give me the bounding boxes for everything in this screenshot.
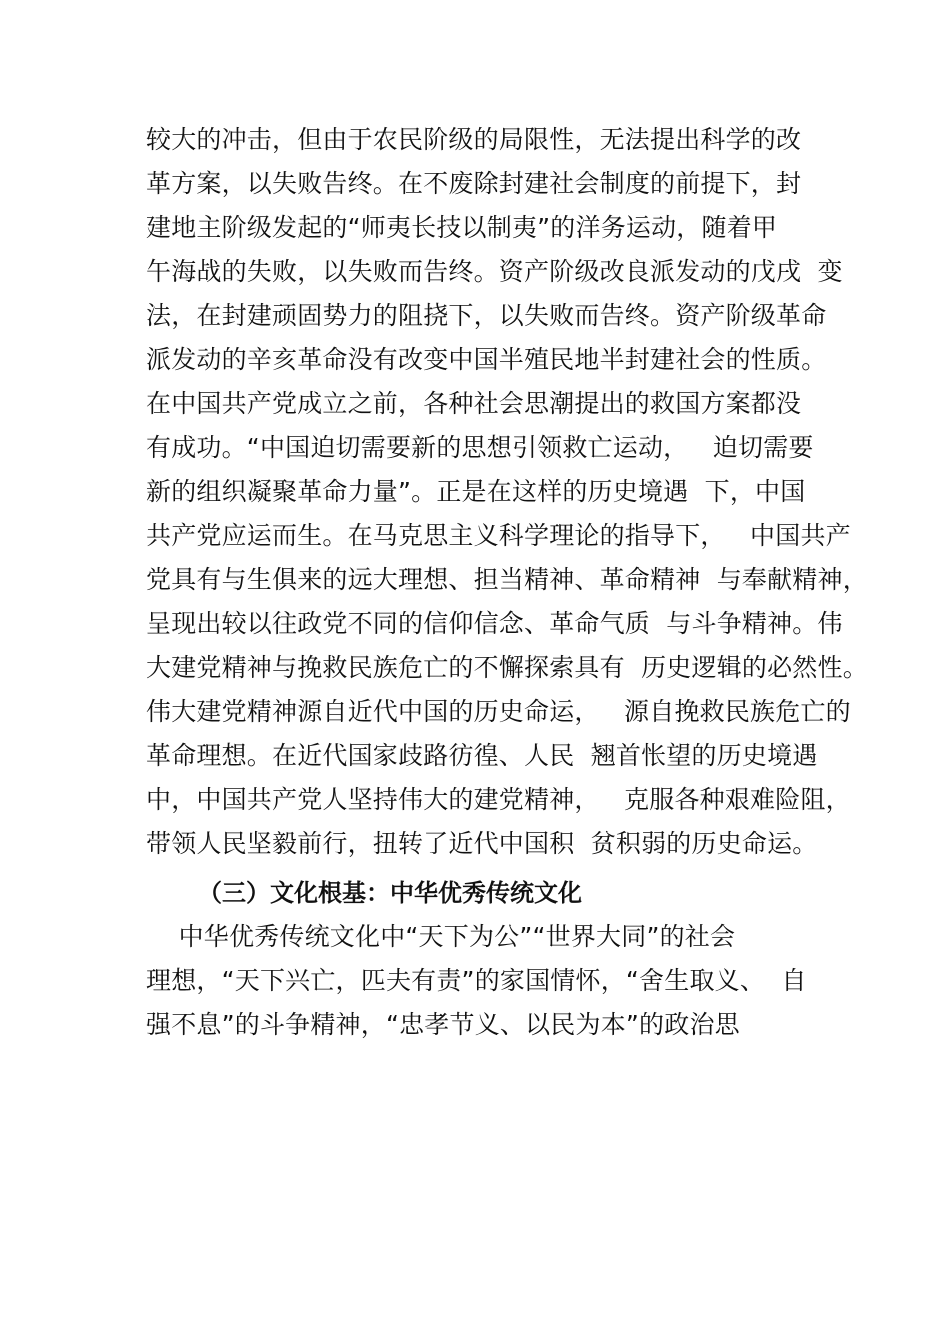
body-text-line: 较大的冲击，但由于农民阶级的局限性，无法提出科学的改	[146, 125, 802, 154]
body-text-line: 派发动的辛亥革命没有改变中国半殖民地半封建社会的性质。	[146, 345, 827, 374]
body-text-line: 法，在封建顽固势力的阻挠下，以失败而告终。资产阶级革命	[146, 301, 827, 330]
body-text-line: 理想，“天下兴亡，匹夫有责”的家国情怀，“舍生取义、 自	[146, 966, 807, 995]
body-text-line: 中，中国共产党人坚持伟大的建党精神， 克服各种艰难险阻，	[146, 785, 851, 814]
body-text-line: 呈现出较以往政党不同的信仰信念、革命气质 与斗争精神。伟	[146, 609, 843, 638]
section-heading: （三）文化根基：中华优秀传统文化	[198, 879, 582, 907]
body-text-line: 新的组织凝聚革命力量”。正是在这样的历史境遇 下，中国	[146, 477, 806, 506]
body-text-line: 有成功。“中国迫切需要新的思想引领救亡运动， 迫切需要	[146, 433, 814, 462]
body-text-line: 革命理想。在近代国家歧路彷徨、人民 翘首怅望的历史境遇	[146, 741, 818, 770]
body-text-line: 带领人民坚毅前行，扭转了近代中国积 贫积弱的历史命运。	[146, 829, 818, 858]
body-text-line: 大建党精神与挽救民族危亡的不懈探索具有 历史逻辑的必然性。	[146, 653, 868, 682]
body-text-line: 午海战的失败，以失败而告终。资产阶级改良派发动的戊戌 变	[146, 257, 843, 286]
body-text-line: 党具有与生俱来的远大理想、担当精神、革命精神 与奉献精神，	[146, 565, 868, 594]
body-text-line: 伟大建党精神源自近代中国的历史命运， 源自挽救民族危亡的	[146, 697, 851, 726]
body-text-line: 在中国共产党成立之前，各种社会思潮提出的救国方案都没	[146, 389, 802, 418]
body-text-line: 强不息”的斗争精神，“忠孝节义、以民为本”的政治思	[146, 1010, 740, 1039]
body-text-line: 革方案，以失败告终。在不废除封建社会制度的前提下，封	[146, 169, 802, 198]
body-text-line: 中华优秀传统文化中“天下为公”“世界大同”的社会	[146, 922, 736, 951]
body-text-line: 建地主阶级发起的“师夷长技以制夷”的洋务运动，随着甲	[146, 213, 778, 242]
body-text-line: 共产党应运而生。在马克思主义科学理论的指导下， 中国共产	[146, 521, 851, 550]
